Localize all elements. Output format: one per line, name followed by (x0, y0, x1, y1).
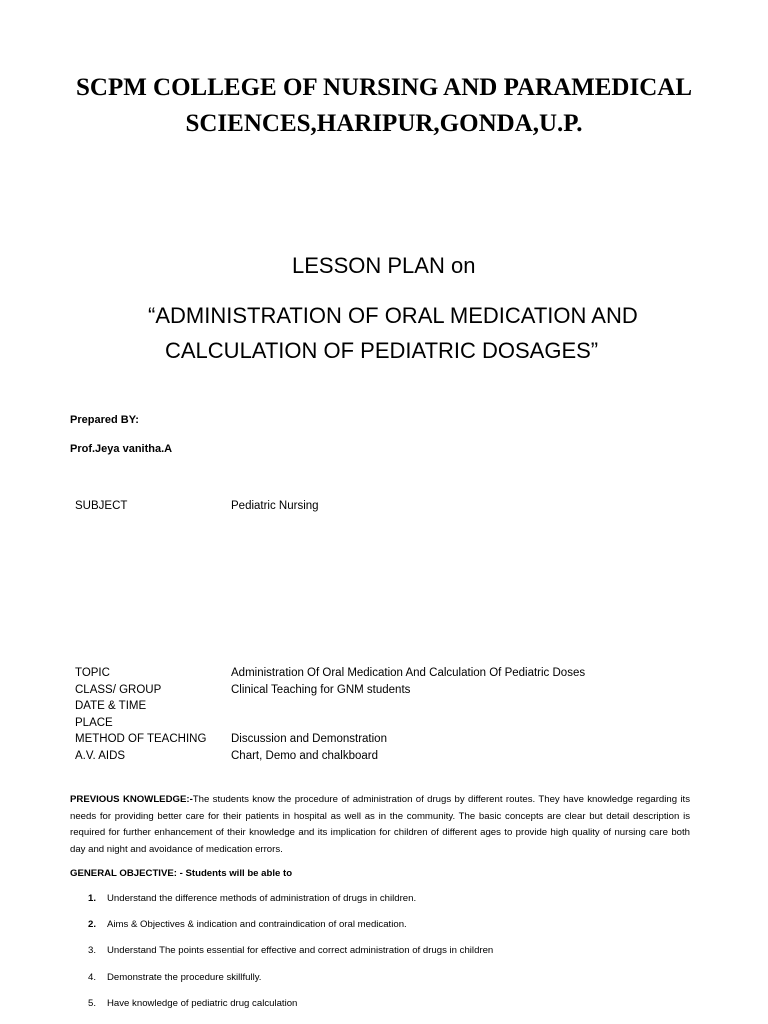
list-item (88, 892, 493, 918)
previous-knowledge-text: The students know the procedure of administration of drugs by different routes. They have knowledge regarding its needs for providing better care for their patients in hospital as well as in the community. The basic concepts are clear but detail description is required for further enhancement of their knowledge and its implication for children of different ages to provide high quality of nursing care both day and night and avoidance of medication errors. (70, 794, 690, 855)
subject-value: Pediatric Nursing (231, 500, 319, 512)
list-item-text: Understand The points essential for effective and correct administration of drugs in children (107, 945, 494, 957)
list-item-text: Aims & Objectives & indication and contraindication of oral medication. (107, 919, 407, 931)
detail-key: METHOD OF TEACHING (75, 733, 207, 745)
list-item-number: 3. (88, 945, 97, 957)
detail-value: Chart, Demo and chalkboard (231, 749, 379, 762)
detail-key: A.V. AIDS (75, 749, 126, 762)
list-item-text: Demonstrate the procedure skillfully. (107, 971, 262, 983)
detail-row-place (75, 715, 231, 732)
general-objective-label: GENERAL OBJECTIVE: - Students will be able to (70, 868, 293, 879)
detail-key: CLASS/ GROUP (75, 683, 162, 696)
list-item-number: 1. (88, 893, 97, 904)
detail-value: Discussion and Demonstration (231, 733, 387, 745)
detail-key: TOPIC (75, 667, 110, 679)
college-name-line-1: SCPM COLLEGE OF NURSING AND PARAMEDICAL (75, 74, 692, 101)
previous-knowledge-label: PREVIOUS KNOWLEDGE:- (70, 794, 193, 805)
lesson-plan-title (148, 298, 638, 368)
lesson-plan-title-line-1: “ADMINISTRATION OF ORAL MEDICATION AND (148, 303, 638, 328)
detail-value: Administration Of Oral Medication And Calculation Of Pediatric Doses (231, 667, 586, 679)
detail-row-class-group (75, 682, 410, 699)
detail-row-av-aids (75, 748, 378, 765)
subject-key: SUBJECT (75, 500, 128, 512)
subject-row (75, 498, 319, 515)
list-item-text: Have knowledge of pediatric drug calculation (107, 997, 298, 1009)
college-name-line-2: SCIENCES,HARIPUR,GONDA,U.P. (185, 110, 583, 137)
lesson-plan-heading: LESSON PLAN on (292, 253, 476, 278)
list-item (88, 918, 493, 944)
list-item-text: Understand the difference methods of administration of drugs in children. (107, 893, 417, 904)
detail-row-date-time (75, 698, 231, 715)
list-item-number: 5. (88, 997, 97, 1009)
detail-row-method-of-teaching (75, 731, 387, 748)
list-item (88, 944, 493, 970)
detail-key: DATE & TIME (75, 700, 147, 712)
college-name (0, 70, 768, 142)
list-item (88, 971, 493, 997)
prepared-by-label: Prepared BY: (70, 414, 139, 426)
general-objective-list (88, 892, 493, 1023)
previous-knowledge-paragraph (70, 792, 690, 858)
lesson-plan-title-line-2: CALCULATION OF PEDIATRIC DOSAGES” (165, 338, 599, 363)
prepared-by-name: Prof.Jeya vanitha.A (70, 443, 173, 455)
detail-value: Clinical Teaching for GNM students (231, 683, 411, 696)
list-item-number: 2. (88, 919, 97, 931)
detail-key: PLACE (75, 716, 113, 729)
detail-row-topic (75, 665, 585, 682)
list-item (88, 997, 493, 1023)
list-item-number: 4. (88, 971, 97, 983)
